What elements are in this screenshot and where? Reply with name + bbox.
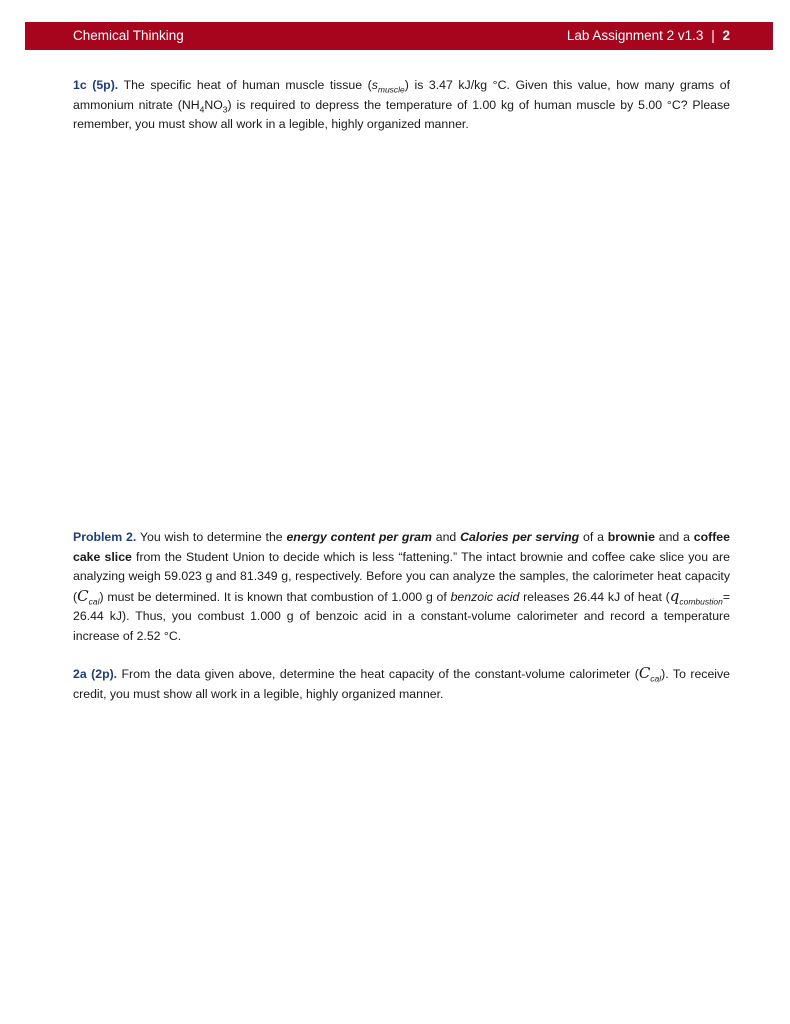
subscript-muscle: muscle <box>377 84 405 95</box>
text-run: From the data given above, determine the heat capacity of the constant-volume calorimeter ( <box>117 667 639 681</box>
symbol-s: s <box>371 78 378 92</box>
text-run: releases 26.44 kJ of heat ( <box>519 589 670 604</box>
emphasis-calories: Calories per serving <box>460 530 580 544</box>
problem-2-text <box>73 528 730 646</box>
question-1c-label: 1c (5p). <box>73 78 119 92</box>
course-title: Chemical Thinking <box>73 28 184 43</box>
subscript-combustion: combustion <box>679 595 723 606</box>
assignment-info <box>567 22 730 50</box>
question-1c-text <box>73 76 730 135</box>
text-run: NO <box>204 97 223 112</box>
text-run: ) must be determined. It is known that combustion of 1.000 g of <box>99 589 451 604</box>
emphasis-energy-content: energy content per gram <box>286 530 432 544</box>
header-separator: | <box>711 28 715 43</box>
question-2a-label: 2a (2p). <box>73 667 118 681</box>
subscript-cal: cal <box>650 673 662 684</box>
text-run: = 26.44 kJ). Thus, you combust 1.000 g of benzoic acid in a constant-volume calorimeter and record a temperature increase of 2.52 °C. <box>73 589 730 643</box>
text-run: and <box>431 530 461 544</box>
text-run: The specific heat of human muscle tissue ( <box>118 78 372 92</box>
text-run: of a <box>579 530 608 544</box>
page-number: 2 <box>722 28 730 43</box>
subscript-cal: cal <box>88 595 100 606</box>
question-2a-text <box>73 664 730 704</box>
symbol-c: C <box>77 586 89 605</box>
page-header <box>25 22 773 50</box>
text-run: ) is 3.47 kJ/kg °C. Given this value, how many grams of ammonium nitrate (NH <box>73 78 730 112</box>
subscript-3: 3 <box>222 103 228 114</box>
emphasis-coffee-cake: coffee cake slice <box>73 530 730 564</box>
text-run: and a <box>654 530 694 544</box>
text-run: You wish to determine the <box>136 530 287 544</box>
symbol-q: q <box>669 586 680 605</box>
emphasis-brownie: brownie <box>607 530 655 544</box>
text-run: ) is required to depress the temperature of 1.00 kg of human muscle by 5.00 °C? Please remember, you must show all work in a legible, highly organized manner. <box>73 97 731 131</box>
emphasis-benzoic-acid: benzoic acid <box>450 589 520 604</box>
assignment-title: Lab Assignment 2 v1.3 <box>566 28 704 43</box>
symbol-c: C <box>638 664 651 682</box>
problem-2 <box>73 528 730 646</box>
subscript-4: 4 <box>199 103 205 114</box>
question-1c <box>73 76 730 135</box>
problem-2-label: Problem 2. <box>73 530 137 544</box>
text-run: from the Student Union to decide which is less “fattening.” The intact brownie and coffee cake slice you are analyzing weigh 59.023 g and 81.349 g, respectively. Before you can analyze the samples, the calorimeter heat capacity ( <box>73 549 730 604</box>
question-2a <box>73 664 730 704</box>
text-run: ). To receive credit, you must show all work in a legible, highly organized manner. <box>73 667 730 701</box>
